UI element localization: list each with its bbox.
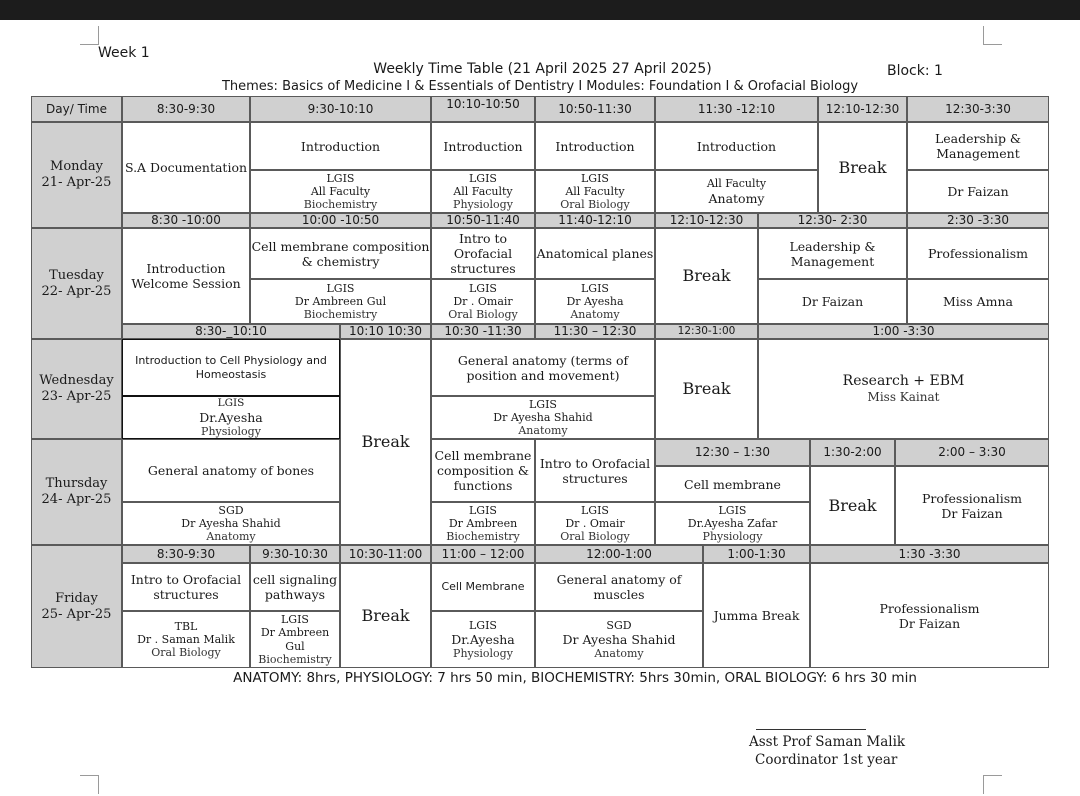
session-sa-documentation: S.A Documentation bbox=[122, 122, 250, 213]
time-slot: 8:30-_10:10 bbox=[122, 324, 340, 339]
session-title: Introduction to Cell Physiology and Homeostasis bbox=[122, 339, 340, 396]
day-monday bbox=[31, 122, 122, 228]
session-title: Intro to Orofacial structures bbox=[535, 439, 655, 502]
session-type: SGD bbox=[606, 618, 632, 632]
signatory-role: Coordinator 1st year bbox=[755, 751, 898, 768]
time-slot: 2:00 – 3:30 bbox=[895, 439, 1049, 466]
department: Biochemistry bbox=[303, 198, 378, 212]
time-slot: 1:30-2:00 bbox=[810, 439, 895, 466]
faculty-name: Dr Ayesha Shahid bbox=[181, 516, 281, 530]
time-slot: 12:00-1:00 bbox=[535, 545, 703, 563]
session-title: cell signaling pathways bbox=[250, 563, 340, 611]
session-type: LGIS bbox=[326, 281, 355, 295]
faculty-name: Dr Ambreen Gul bbox=[294, 294, 387, 308]
session-details bbox=[431, 502, 535, 545]
session-title: General anatomy of muscles bbox=[535, 563, 703, 611]
session-title: Introduction bbox=[535, 122, 655, 170]
department: Physiology bbox=[453, 198, 513, 212]
session-type: LGIS bbox=[581, 171, 609, 185]
session-title: Leadership & Management bbox=[907, 122, 1049, 170]
session-type: LGIS bbox=[581, 503, 609, 517]
department: Biochemistry bbox=[446, 530, 520, 544]
session-title: Cell membrane composition & functions bbox=[431, 439, 535, 502]
time-slot: 8:30-9:30 bbox=[122, 545, 250, 563]
session-type: TBL bbox=[174, 619, 198, 633]
day-wednesday bbox=[31, 339, 122, 439]
header-time: 8:30-9:30 bbox=[122, 96, 250, 122]
session-type: LGIS bbox=[217, 397, 245, 410]
time-slot: 1:30 -3:30 bbox=[810, 545, 1049, 563]
session-research bbox=[758, 339, 1049, 439]
time-slot: 12:30 – 1:30 bbox=[655, 439, 810, 466]
session-title: Leadership & Management bbox=[758, 228, 907, 279]
faculty-name: Dr Faizan bbox=[898, 615, 961, 631]
department: Physiology bbox=[453, 647, 513, 660]
department: Oral Biology bbox=[560, 198, 630, 212]
signature-line bbox=[756, 729, 866, 730]
session-title: General anatomy (terms of position and movement) bbox=[431, 339, 655, 396]
session-title: Cell membrane composition & chemistry bbox=[250, 228, 431, 279]
session-title: Professionalism bbox=[907, 228, 1049, 279]
header-time: 11:30 -12:10 bbox=[655, 96, 818, 122]
faculty-name: Dr . Saman Malik bbox=[137, 632, 235, 646]
day-name: Tuesday bbox=[49, 267, 104, 283]
session-title: Professionalism bbox=[921, 490, 1023, 506]
session-title: Introduction bbox=[431, 122, 535, 170]
department: Oral Biology bbox=[448, 308, 518, 322]
day-name: Friday bbox=[55, 590, 98, 606]
day-friday bbox=[31, 545, 122, 668]
header-time: 9:30-10:10 bbox=[250, 96, 431, 122]
session-title: Introduction bbox=[250, 122, 431, 170]
break-cell: Jumma Break bbox=[703, 563, 810, 668]
time-slot: 10:30 -11:30 bbox=[431, 324, 535, 339]
header-time: 12:10-12:30 bbox=[818, 96, 907, 122]
department: Anatomy bbox=[594, 647, 644, 660]
faculty-name: Dr Faizan bbox=[758, 279, 907, 324]
day-name: Wednesday bbox=[39, 373, 114, 389]
time-slot: 1:00 -3:30 bbox=[758, 324, 1049, 339]
session-type: LGIS bbox=[581, 281, 609, 295]
day-date: 22- Apr-25 bbox=[41, 283, 112, 299]
session-details bbox=[431, 611, 535, 668]
session-details bbox=[431, 396, 655, 439]
session-details bbox=[535, 502, 655, 545]
session-type: LGIS bbox=[469, 281, 497, 295]
session-details bbox=[250, 611, 340, 668]
session-details bbox=[431, 170, 535, 213]
time-slot: 8:30 -10:00 bbox=[122, 213, 250, 228]
break-cell: Break bbox=[340, 563, 431, 668]
department: Anatomy bbox=[206, 530, 256, 544]
faculty-name: All Faculty bbox=[453, 184, 513, 198]
time-slot: 10:50-11:40 bbox=[431, 213, 535, 228]
faculty-name: Dr Ayesha Shahid bbox=[493, 410, 593, 424]
time-slot: 1:00-1:30 bbox=[703, 545, 810, 563]
faculty-name: Dr Ambreen Gul bbox=[260, 626, 330, 653]
faculty-name: Dr . Omair bbox=[565, 516, 625, 530]
break-cell: Break bbox=[340, 339, 431, 545]
day-date: 24- Apr-25 bbox=[41, 492, 112, 507]
session-details bbox=[122, 502, 340, 545]
day-tuesday bbox=[31, 228, 122, 339]
session-type: LGIS bbox=[529, 397, 557, 411]
faculty-name: Dr Ambreen bbox=[448, 516, 518, 530]
break-cell: Break bbox=[655, 228, 758, 324]
day-date: 23- Apr-25 bbox=[41, 389, 112, 404]
hours-summary: ANATOMY: 8hrs, PHYSIOLOGY: 7 hrs 50 min, BIOCHEMISTRY: 5hrs 30min, ORAL BIOLOGY: 6 hrs 30 min bbox=[233, 670, 917, 686]
faculty-name: Dr.Ayesha bbox=[451, 632, 515, 647]
day-name: Monday bbox=[50, 159, 103, 175]
session-title: Professionalism bbox=[879, 600, 980, 616]
faculty-name: All Faculty bbox=[565, 184, 625, 198]
time-slot: 12:30- 2:30 bbox=[758, 213, 907, 228]
department: Biochemistry bbox=[303, 308, 378, 322]
session-type: LGIS bbox=[326, 171, 355, 185]
session-details bbox=[655, 170, 818, 213]
department: Physiology bbox=[702, 530, 763, 544]
time-slot: 12:30-1:00 bbox=[655, 324, 758, 339]
session-details bbox=[122, 611, 250, 668]
signature-block bbox=[749, 734, 905, 769]
faculty-name: All Faculty bbox=[310, 184, 371, 198]
break-cell: Break bbox=[810, 466, 895, 545]
session-title: Cell Membrane bbox=[431, 563, 535, 611]
time-slot: 10:00 -10:50 bbox=[250, 213, 431, 228]
department: Anatomy bbox=[570, 308, 620, 322]
faculty-name: Dr Faizan bbox=[941, 505, 1003, 521]
themes-line: Themes: Basics of Medicine I & Essentials of Dentistry I Modules: Foundation I & Orofacial Biology bbox=[221, 79, 859, 94]
session-welcome: Introduction Welcome Session bbox=[122, 228, 250, 324]
signatory-name: Asst Prof Saman Malik bbox=[749, 734, 906, 750]
session-details bbox=[250, 170, 431, 213]
header-time: 10:10-10:50 bbox=[431, 96, 535, 122]
time-slot: 11:00 – 12:00 bbox=[431, 545, 535, 563]
session-title: Cell membrane bbox=[655, 466, 810, 502]
session-type: LGIS bbox=[469, 503, 497, 517]
session-professionalism bbox=[810, 563, 1049, 668]
faculty-name: Miss Kainat bbox=[867, 390, 940, 405]
break-cell: Break bbox=[818, 122, 907, 213]
day-date: 25- Apr-25 bbox=[41, 606, 112, 622]
break-cell: Break bbox=[655, 339, 758, 439]
session-title: Intro to Orofacial structures bbox=[122, 563, 250, 611]
faculty-name: Dr Ayesha bbox=[566, 294, 624, 308]
faculty-name: Dr Faizan bbox=[907, 170, 1049, 213]
session-title: Research + EBM bbox=[842, 373, 965, 390]
session-details bbox=[250, 279, 431, 324]
session-type: LGIS bbox=[469, 618, 497, 632]
block-label: Block: 1 bbox=[887, 63, 943, 79]
session-details bbox=[122, 396, 340, 439]
time-slot: 9:30-10:30 bbox=[250, 545, 340, 563]
session-details bbox=[535, 279, 655, 324]
faculty-name: Dr Ayesha Shahid bbox=[562, 632, 676, 647]
department: Anatomy bbox=[518, 424, 568, 438]
header-time: 10:50-11:30 bbox=[535, 96, 655, 122]
day-name: Thursday bbox=[45, 476, 108, 492]
faculty-name: Miss Amna bbox=[907, 279, 1049, 324]
department: Anatomy bbox=[708, 190, 765, 206]
page-title: Weekly Time Table (21 April 2025 27 April 2025) bbox=[373, 61, 712, 77]
session-title: Intro to Orofacial structures bbox=[431, 228, 535, 279]
day-date: 21- Apr-25 bbox=[41, 175, 112, 190]
session-title: Anatomical planes bbox=[535, 228, 655, 279]
week-label: Week 1 bbox=[98, 45, 150, 61]
session-type: LGIS bbox=[718, 503, 747, 517]
time-slot: 11:40-12:10 bbox=[535, 213, 655, 228]
faculty-name: All Faculty bbox=[706, 177, 767, 191]
session-type: SGD bbox=[218, 503, 244, 517]
header-day-time: Day/ Time bbox=[31, 96, 122, 122]
session-details bbox=[431, 279, 535, 324]
faculty-name: Dr.Ayesha Zafar bbox=[687, 516, 778, 530]
session-details bbox=[535, 170, 655, 213]
session-type: LGIS bbox=[469, 171, 497, 185]
department: Physiology bbox=[201, 424, 261, 438]
session-details bbox=[655, 502, 810, 545]
time-slot: 10:10 10:30 bbox=[340, 324, 431, 339]
time-slot: 12:10-12:30 bbox=[655, 213, 758, 228]
header-time: 12:30-3:30 bbox=[907, 96, 1049, 122]
time-slot: 2:30 -3:30 bbox=[907, 213, 1049, 228]
session-professionalism bbox=[895, 466, 1049, 545]
time-slot: 10:30-11:00 bbox=[340, 545, 431, 563]
session-title: General anatomy of bones bbox=[122, 439, 340, 502]
time-slot: 11:30 – 12:30 bbox=[535, 324, 655, 339]
faculty-name: Dr.Ayesha bbox=[199, 409, 263, 425]
department: Oral Biology bbox=[560, 530, 630, 544]
faculty-name: Dr . Omair bbox=[453, 294, 513, 308]
session-details bbox=[535, 611, 703, 668]
day-thursday bbox=[31, 439, 122, 545]
session-title: Introduction bbox=[655, 122, 818, 170]
department: Oral Biology bbox=[151, 646, 221, 660]
department: Biochemistry bbox=[258, 652, 332, 666]
session-type: LGIS bbox=[281, 613, 309, 627]
